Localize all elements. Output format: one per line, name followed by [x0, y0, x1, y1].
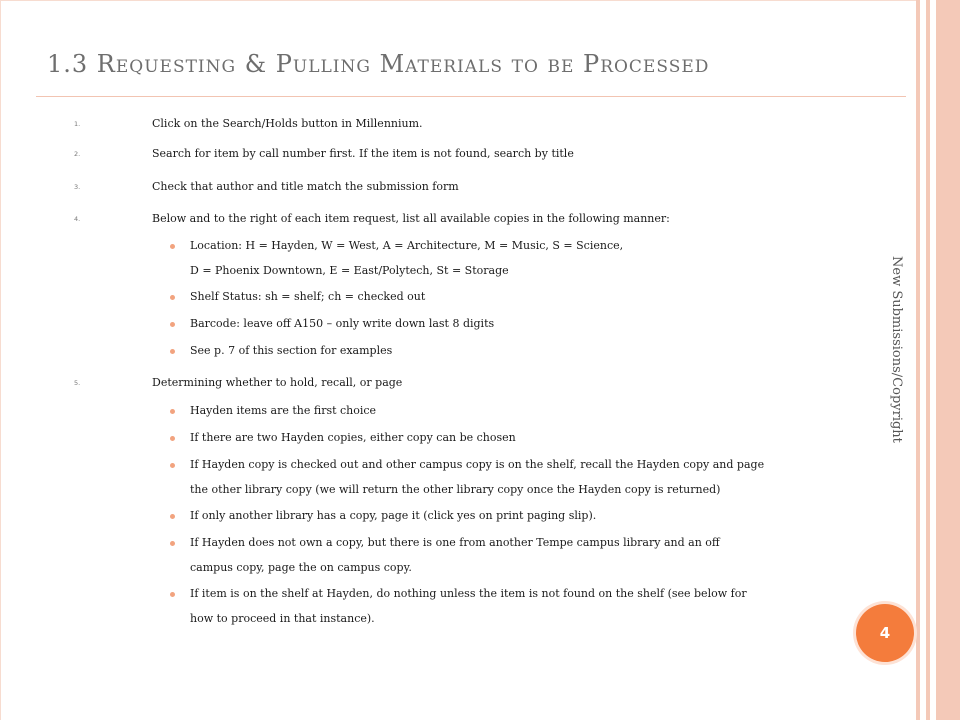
bullet-icon	[170, 244, 175, 249]
bullet-item-continuation: D = Phoenix Downtown, E = East/Polytech, St = Storage	[190, 264, 509, 277]
list-item-text: Search for item by call number first. If the item is not found, search by title	[152, 147, 574, 160]
bullet-icon	[170, 514, 175, 519]
list-number: 2.	[74, 150, 81, 158]
bullet-icon	[170, 463, 175, 468]
list-item-text: Check that author and title match the submission form	[152, 180, 459, 193]
list-number: 1.	[74, 120, 81, 128]
bullet-item-continuation: the other library copy (we will return the other library copy once the Hayden copy is returned)	[190, 483, 721, 496]
side-label: New Submissions/Copyright	[889, 256, 904, 443]
bullet-item-text: If item is on the shelf at Hayden, do nothing unless the item is not found on the shelf (see below for	[190, 587, 747, 600]
bullet-item-text: Location: H = Hayden, W = West, A = Architecture, M = Music, S = Science,	[190, 239, 624, 252]
bullet-item-text: If Hayden copy is checked out and other campus copy is on the shelf, recall the Hayden copy and page	[190, 458, 765, 471]
list-item-text: Determining whether to hold, recall, or page	[152, 376, 403, 389]
bullet-icon	[170, 541, 175, 546]
bullet-item-text: Hayden items are the first choice	[190, 404, 377, 417]
bullet-item-continuation: campus copy, page the on campus copy.	[190, 561, 412, 574]
bullet-item-text: Shelf Status: sh = shelf; ch = checked out	[190, 290, 426, 303]
list-number: 5.	[74, 379, 81, 387]
bullet-icon	[170, 349, 175, 354]
list-number: 4.	[74, 215, 81, 223]
list-item-text: Below and to the right of each item request, list all available copies in the following manner:	[152, 212, 670, 225]
bullet-icon	[170, 592, 175, 597]
page-number: 4	[879, 624, 891, 642]
bullet-icon	[170, 436, 175, 441]
page-number-badge	[856, 604, 914, 662]
bullet-item-text: If Hayden does not own a copy, but there is one from another Tempe campus library and an off	[190, 536, 720, 549]
title-divider	[36, 96, 906, 97]
slide-title: 1.3 Requesting & Pulling Materials to be Processed	[47, 50, 710, 78]
list-item-text: Click on the Search/Holds button in Millennium.	[152, 117, 423, 130]
bullet-item-text: If there are two Hayden copies, either copy can be chosen	[190, 431, 516, 444]
bullet-icon	[170, 295, 175, 300]
bullet-item-text: See p. 7 of this section for examples	[190, 344, 393, 357]
bullet-item-text: Barcode: leave off A150 – only write down last 8 digits	[190, 317, 495, 330]
top-border-line	[0, 0, 916, 1]
bullet-item-continuation: how to proceed in that instance).	[190, 612, 375, 625]
bullet-icon	[170, 409, 175, 414]
decorative-stripe-wide	[936, 0, 960, 720]
left-border-line	[0, 0, 1, 720]
bullet-item-text: If only another library has a copy, page it (click yes on print paging slip).	[190, 509, 597, 522]
list-number: 3.	[74, 183, 81, 191]
bullet-icon	[170, 322, 175, 327]
